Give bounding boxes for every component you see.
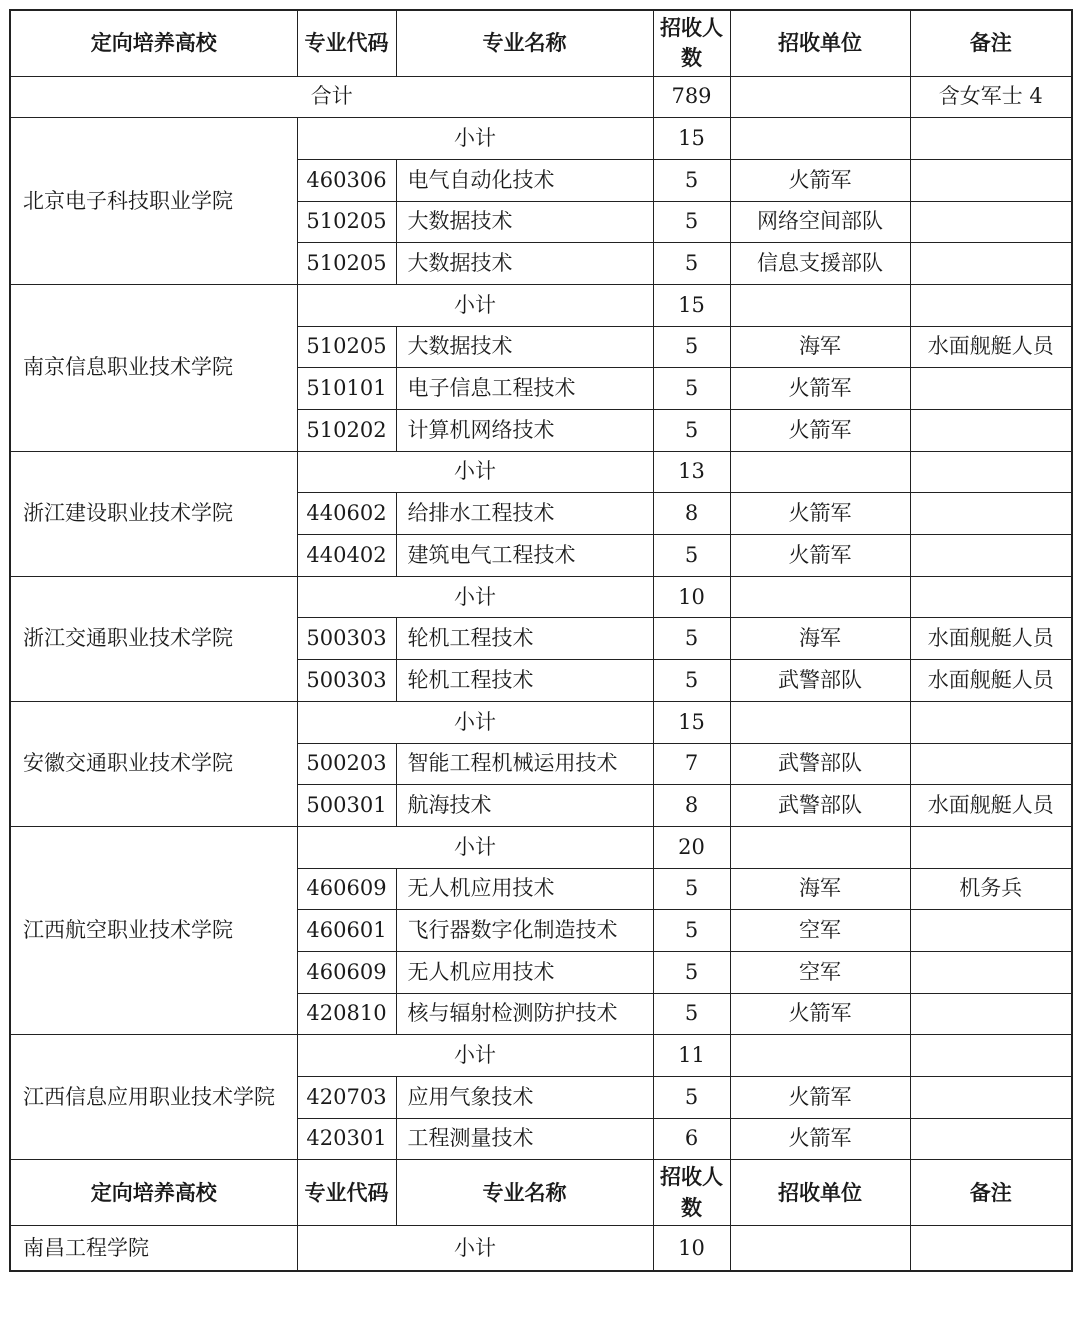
major-code: 510205 [297,243,396,285]
major-code: 440402 [297,535,396,577]
major-name: 飞行器数字化制造技术 [396,910,653,952]
remark [910,410,1072,452]
major-code: 510205 [297,326,396,368]
enroll-unit: 火箭军 [730,368,910,410]
major-name: 航海技术 [396,785,653,827]
major-code: 420810 [297,993,396,1035]
enroll-count: 5 [653,410,730,452]
header-row-repeat [10,1160,1072,1226]
school-name: 浙江交通职业技术学院 [10,576,297,701]
school-name: 安徽交通职业技术学院 [10,701,297,826]
major-name: 轮机工程技术 [396,660,653,702]
enroll-unit: 武警部队 [730,660,910,702]
major-code: 500303 [297,660,396,702]
subtotal-note [910,118,1072,160]
enroll-unit: 海军 [730,868,910,910]
header-unit: 招收单位 [730,10,910,76]
table-body [10,10,1072,1271]
remark [910,951,1072,993]
major-code: 420703 [297,1077,396,1119]
major-name: 无人机应用技术 [396,951,653,993]
subtotal-row [10,451,1072,493]
school-name: 北京电子科技职业学院 [10,118,297,285]
enroll-count: 5 [653,618,730,660]
major-code: 510205 [297,201,396,243]
enroll-unit: 空军 [730,910,910,952]
major-code: 500203 [297,743,396,785]
major-code: 510101 [297,368,396,410]
remark [910,993,1072,1035]
major-name: 大数据技术 [396,243,653,285]
enroll-unit: 网络空间部队 [730,201,910,243]
subtotal-unit [730,576,910,618]
remark: 水面舰艇人员 [910,660,1072,702]
total-label: 合计 [10,76,653,118]
enroll-unit: 火箭军 [730,1077,910,1119]
enrollment-table [9,9,1073,1272]
major-code: 500301 [297,785,396,827]
enroll-count: 5 [653,910,730,952]
major-name: 轮机工程技术 [396,618,653,660]
subtotal-row [10,284,1072,326]
subtotal-count: 15 [653,284,730,326]
remark [910,159,1072,201]
major-name: 核与辐射检测防护技术 [396,993,653,1035]
remark: 水面舰艇人员 [910,326,1072,368]
major-name: 智能工程机械运用技术 [396,743,653,785]
subtotal-count: 20 [653,826,730,868]
enroll-count: 5 [653,326,730,368]
header-school: 定向培养高校 [10,1160,297,1226]
major-code: 460609 [297,951,396,993]
subtotal-note [910,1226,1072,1271]
remark [910,243,1072,285]
subtotal-label: 小计 [297,576,653,618]
remark [910,1077,1072,1119]
remark: 机务兵 [910,868,1072,910]
subtotal-label: 小计 [297,826,653,868]
header-note: 备注 [910,10,1072,76]
remark [910,201,1072,243]
enroll-unit: 火箭军 [730,993,910,1035]
enroll-count: 5 [653,243,730,285]
subtotal-unit [730,284,910,326]
subtotal-note [910,701,1072,743]
major-code: 460306 [297,159,396,201]
enroll-count: 5 [653,201,730,243]
subtotal-row [10,118,1072,160]
remark [910,910,1072,952]
enroll-unit: 武警部队 [730,785,910,827]
header-note: 备注 [910,1160,1072,1226]
school-name: 南昌工程学院 [10,1226,297,1271]
subtotal-row [10,1226,1072,1271]
subtotal-row [10,826,1072,868]
enroll-count: 5 [653,368,730,410]
subtotal-label: 小计 [297,1226,653,1271]
school-name: 南京信息职业技术学院 [10,284,297,451]
subtotal-label: 小计 [297,284,653,326]
subtotal-label: 小计 [297,1035,653,1077]
enroll-count: 5 [653,660,730,702]
enroll-unit: 海军 [730,326,910,368]
major-code: 500303 [297,618,396,660]
major-name: 大数据技术 [396,201,653,243]
major-name: 建筑电气工程技术 [396,535,653,577]
enroll-count: 5 [653,993,730,1035]
subtotal-note [910,284,1072,326]
subtotal-count: 10 [653,1226,730,1271]
enroll-count: 5 [653,1077,730,1119]
header-unit: 招收单位 [730,1160,910,1226]
subtotal-note [910,826,1072,868]
subtotal-label: 小计 [297,701,653,743]
subtotal-unit [730,118,910,160]
total-row [10,76,1072,118]
enroll-unit: 武警部队 [730,743,910,785]
subtotal-row [10,576,1072,618]
major-code: 460601 [297,910,396,952]
total-unit [730,76,910,118]
enroll-count: 5 [653,951,730,993]
major-name: 电气自动化技术 [396,159,653,201]
remark [910,743,1072,785]
subtotal-row [10,1035,1072,1077]
subtotal-note [910,576,1072,618]
enroll-count: 6 [653,1118,730,1160]
enroll-count: 7 [653,743,730,785]
subtotal-unit [730,1226,910,1271]
enroll-count: 8 [653,493,730,535]
enroll-unit: 火箭军 [730,410,910,452]
subtotal-count: 13 [653,451,730,493]
major-name: 电子信息工程技术 [396,368,653,410]
enroll-count: 5 [653,535,730,577]
header-count: 招收人数 [653,1160,730,1226]
remark [910,1118,1072,1160]
major-code: 460609 [297,868,396,910]
enroll-count: 8 [653,785,730,827]
subtotal-count: 10 [653,576,730,618]
header-count: 招收人数 [653,10,730,76]
remark [910,493,1072,535]
major-name: 给排水工程技术 [396,493,653,535]
subtotal-unit [730,701,910,743]
school-name: 浙江建设职业技术学院 [10,451,297,576]
enroll-unit: 海军 [730,618,910,660]
school-name: 江西航空职业技术学院 [10,826,297,1034]
major-name: 工程测量技术 [396,1118,653,1160]
subtotal-row [10,701,1072,743]
subtotal-label: 小计 [297,118,653,160]
enroll-unit: 火箭军 [730,159,910,201]
enroll-unit: 信息支援部队 [730,243,910,285]
major-name: 无人机应用技术 [396,868,653,910]
enroll-count: 5 [653,868,730,910]
enroll-count: 5 [653,159,730,201]
header-major: 专业名称 [396,10,653,76]
subtotal-unit [730,451,910,493]
total-count: 789 [653,76,730,118]
major-name: 应用气象技术 [396,1077,653,1119]
remark [910,368,1072,410]
major-name: 大数据技术 [396,326,653,368]
subtotal-count: 11 [653,1035,730,1077]
header-code: 专业代码 [297,10,396,76]
major-code: 510202 [297,410,396,452]
subtotal-note [910,1035,1072,1077]
remark: 水面舰艇人员 [910,618,1072,660]
subtotal-count: 15 [653,701,730,743]
remark: 水面舰艇人员 [910,785,1072,827]
header-school: 定向培养高校 [10,10,297,76]
subtotal-note [910,451,1072,493]
major-code: 420301 [297,1118,396,1160]
subtotal-unit [730,1035,910,1077]
major-code: 440602 [297,493,396,535]
subtotal-unit [730,826,910,868]
header-code: 专业代码 [297,1160,396,1226]
header-major: 专业名称 [396,1160,653,1226]
subtotal-label: 小计 [297,451,653,493]
enroll-unit: 火箭军 [730,535,910,577]
total-note: 含女军士 4 [910,76,1072,118]
remark [910,535,1072,577]
subtotal-count: 15 [653,118,730,160]
enroll-unit: 火箭军 [730,1118,910,1160]
major-name: 计算机网络技术 [396,410,653,452]
enroll-unit: 火箭军 [730,493,910,535]
header-row [10,10,1072,76]
school-name: 江西信息应用职业技术学院 [10,1035,297,1160]
enroll-unit: 空军 [730,951,910,993]
